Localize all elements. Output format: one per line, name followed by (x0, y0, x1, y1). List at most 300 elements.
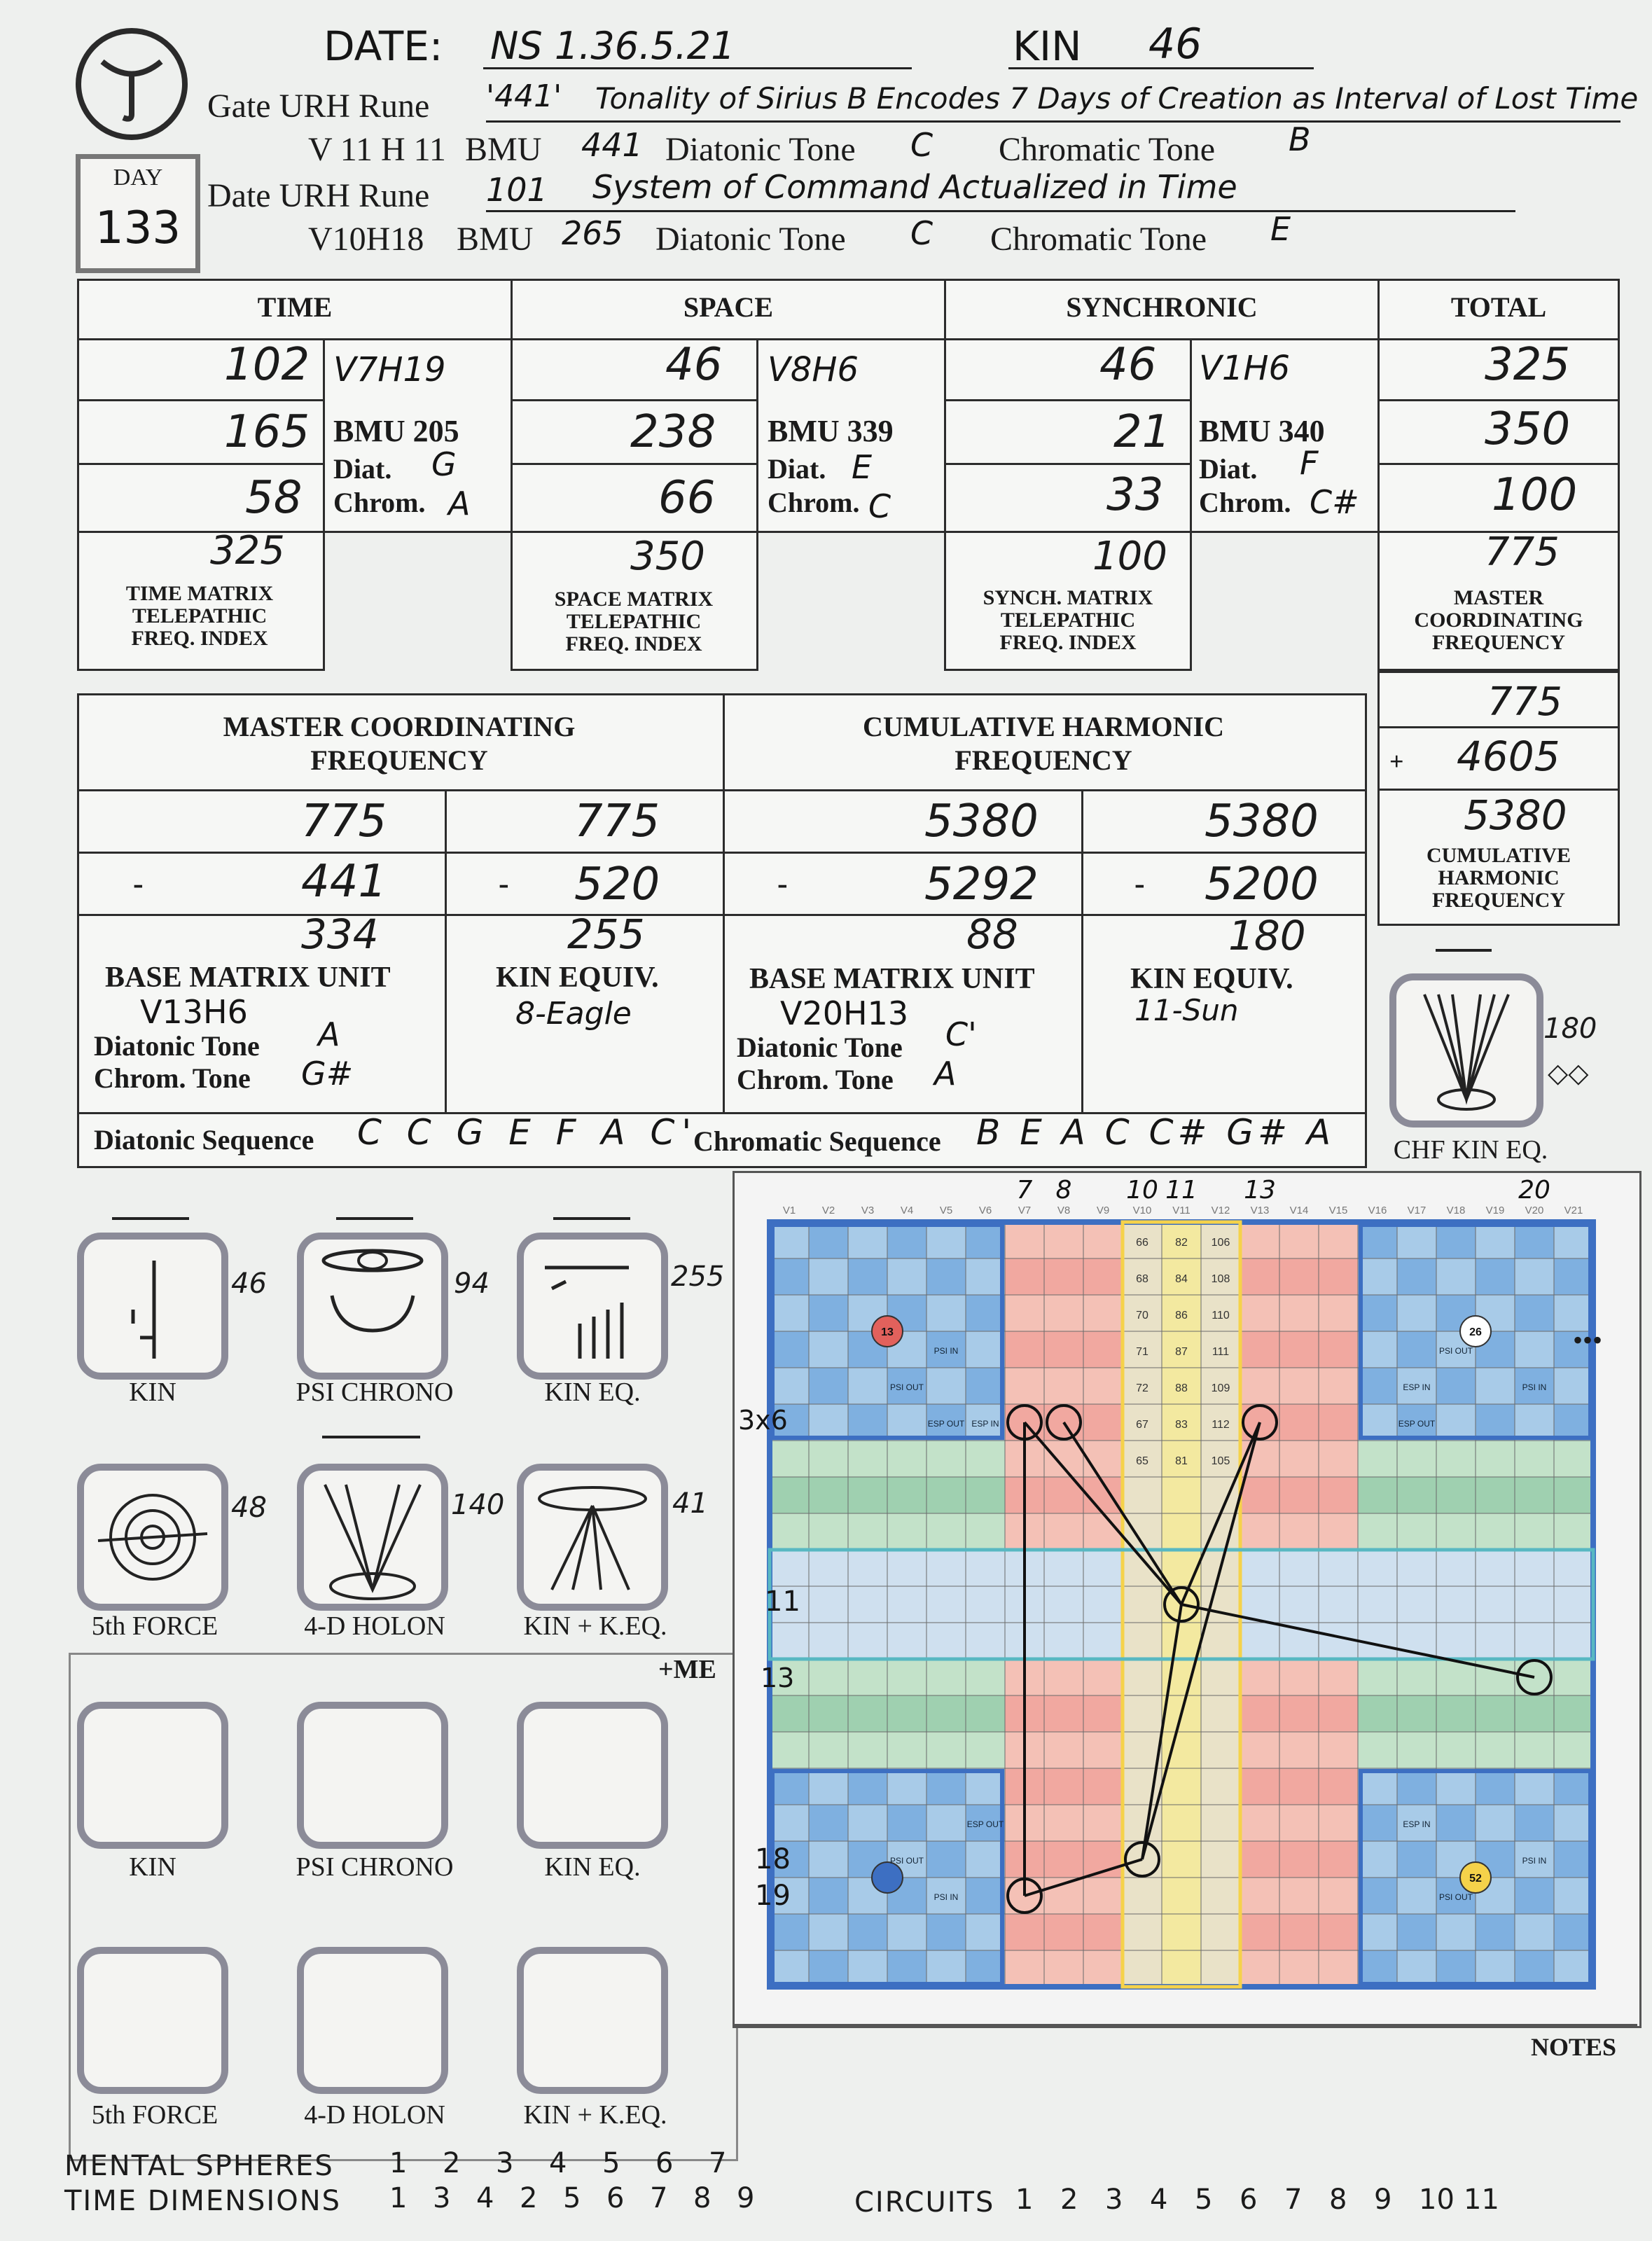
grid-cell (1319, 1331, 1358, 1368)
kkeq-empty-glyph (517, 1947, 668, 2094)
grid-col-label: V12 (1211, 1205, 1230, 1216)
holon-glyph (297, 1464, 448, 1611)
grid-cell (848, 1550, 887, 1586)
grid-psi-label: PSI OUT (1438, 1346, 1473, 1356)
grid-cell (1319, 1732, 1358, 1768)
grid-cell (887, 1914, 926, 1950)
grid-cell (1358, 1295, 1397, 1331)
space-bmu: BMU 339 (768, 414, 894, 448)
grid-cell (1240, 1878, 1279, 1914)
space-chrom-label: Chrom. (768, 487, 860, 518)
kin-value: 46 (1148, 20, 1202, 69)
grid-center-value: 70 (1136, 1310, 1148, 1321)
row-mark-11: 11 (765, 1586, 800, 1618)
grid-cell (1319, 1295, 1358, 1331)
time-vh: V7H19 (333, 350, 446, 389)
date-label: DATE: (324, 22, 443, 70)
mcf-minus-a: 441 (301, 856, 387, 908)
grid-cell (809, 1441, 848, 1477)
grid-cell (1044, 1513, 1083, 1550)
synch-diat-label: Diat. (1199, 453, 1258, 485)
grid-cell (1515, 1732, 1554, 1768)
grid-cell (926, 1295, 966, 1331)
grid-marked-col: 8 (1055, 1176, 1072, 1205)
chf-chrom: A (934, 1055, 957, 1092)
grid-cell (1044, 1368, 1083, 1404)
grid-cell (1240, 1513, 1279, 1550)
grid-cell (1358, 1768, 1397, 1805)
grid-cell (1319, 1513, 1358, 1550)
grid-cell (1515, 1295, 1554, 1331)
grid-cell (1554, 1258, 1593, 1295)
grid-cell (887, 1258, 926, 1295)
chf-result-b: 180 (1228, 912, 1306, 959)
synch-diat: F (1300, 444, 1319, 482)
grid-cell (1279, 1659, 1319, 1695)
chf-minus-b: 5200 (1205, 859, 1319, 910)
date-bmu: 265 (562, 214, 623, 252)
grid-cell (1319, 1878, 1358, 1914)
mcf-result-b: 255 (567, 910, 645, 958)
grid-cell (1279, 1404, 1319, 1441)
grid-cell (1397, 1659, 1436, 1695)
grid-cell (1083, 1732, 1123, 1768)
grid-cell (1436, 1732, 1476, 1768)
grid-center-value: 82 (1175, 1237, 1188, 1249)
force-empty-glyph (77, 1947, 228, 2094)
grid-cell (770, 1368, 809, 1404)
gate-rune-text: Tonality of Sirius B Encodes 7 Days of Creation as Interval of Lost Time (595, 81, 1639, 116)
grid-cell (1240, 1732, 1279, 1768)
grid-cell (1358, 1805, 1397, 1841)
grid-cell (1554, 1477, 1593, 1513)
grid-cell (926, 1768, 966, 1805)
grid-cell (1476, 1586, 1515, 1623)
grid-cell (966, 1258, 1005, 1295)
grid-cell (887, 1586, 926, 1623)
gate-chromatic-label: Chromatic Tone (999, 131, 1216, 168)
grid-cell (770, 1331, 809, 1368)
grid-cell (926, 1623, 966, 1659)
grid-col-label: V10 (1132, 1205, 1152, 1216)
grid-cell (1044, 1258, 1083, 1295)
grid-center-value: 66 (1136, 1237, 1148, 1249)
grid-node-label: 26 (1469, 1326, 1482, 1338)
kin-num: 46 (231, 1268, 267, 1300)
circuit-11: 11 (1464, 2184, 1499, 2216)
grid-cell (887, 1441, 926, 1477)
grid-cell (1397, 1878, 1436, 1914)
grid-cell (848, 1659, 887, 1695)
synch-v1: 46 (1099, 339, 1157, 391)
grid-cell (966, 1513, 1005, 1550)
total-v2: 350 (1485, 403, 1571, 455)
grid-psi-label: PSI IN (1522, 1382, 1547, 1392)
grid-cell (1515, 1550, 1554, 1586)
space-header: SPACE (683, 291, 774, 323)
grid-cell (1279, 1295, 1319, 1331)
grid-cell (809, 1914, 848, 1950)
grid-cell (926, 1258, 966, 1295)
grid-cell (1044, 1295, 1083, 1331)
grid-cell (1240, 1477, 1279, 1513)
kin-eq-num: 255 (671, 1261, 725, 1293)
grid-cell (848, 1623, 887, 1659)
total-header: TOTAL (1450, 291, 1547, 323)
grid-marked-col: 11 (1165, 1176, 1198, 1205)
time-dim-8: 8 (693, 2182, 712, 2214)
grid-cell (1319, 1659, 1358, 1695)
time-dim-5: 5 (563, 2182, 581, 2214)
gate-diatonic: C (910, 126, 933, 164)
grid-cell (1397, 1768, 1436, 1805)
grid-cell (887, 1623, 926, 1659)
grid-center-value: 87 (1175, 1346, 1188, 1358)
circuit-1: 1 (1015, 2184, 1034, 2216)
grid-cell (1005, 1914, 1044, 1950)
kin-kin-eq-glyph (517, 1464, 668, 1611)
psi-label: PSI CHRONO (296, 1378, 454, 1407)
grid-cell (1397, 1222, 1436, 1258)
kin-eq-label: KIN EQ. (544, 1378, 641, 1407)
grid-cell (1240, 1914, 1279, 1950)
grid-node-label: 13 (881, 1326, 894, 1338)
grid-cell (966, 1732, 1005, 1768)
kin-glyph (77, 1233, 228, 1380)
grid-cell (926, 1441, 966, 1477)
circuit-10: 10 (1419, 2184, 1455, 2216)
time-dim-4: 4 (476, 2182, 494, 2214)
grid-marked-col: 13 (1244, 1176, 1276, 1205)
grid-psi-label: PSI IN (933, 1346, 959, 1356)
grid-cell (1358, 1550, 1397, 1586)
grid-cell (848, 1768, 887, 1805)
circuit-4: 4 (1150, 2184, 1168, 2216)
grid-cell (1397, 1441, 1436, 1477)
date-vh: V10H18 (308, 221, 424, 258)
grid-cell (1554, 1914, 1593, 1950)
grid-cell (926, 1659, 966, 1695)
mcf-b: 775 (574, 796, 660, 847)
psi-empty-glyph (297, 1702, 448, 1849)
grid-cell (1240, 1695, 1279, 1732)
grid-cell (1083, 1222, 1123, 1258)
grid-cell (1397, 1914, 1436, 1950)
grid-cell (1201, 1878, 1240, 1914)
synch-bmu: BMU 340 (1199, 414, 1325, 448)
kin-eq-glyph (517, 1233, 668, 1380)
grid-col-label: V19 (1485, 1205, 1505, 1216)
grid-cell (1201, 1805, 1240, 1841)
gate-rune-label: Gate URH Rune (207, 88, 430, 125)
grid-center-value: 67 (1136, 1419, 1148, 1431)
grid-cell (848, 1404, 887, 1441)
kin-kin-eq-num: 41 (672, 1487, 708, 1520)
grid-cell (1554, 1441, 1593, 1477)
grid-cell (887, 1550, 926, 1586)
grid-cell (1476, 1768, 1515, 1805)
grid-cell (1044, 1695, 1083, 1732)
grid-cell (926, 1586, 966, 1623)
grid-cell (770, 1950, 809, 1987)
grid-cell (966, 1768, 1005, 1805)
grid-cell (1358, 1258, 1397, 1295)
grid-center-value: 109 (1211, 1382, 1230, 1394)
grid-cell (1397, 1841, 1436, 1878)
grid-cell (1123, 1477, 1162, 1513)
grid-col-label: V17 (1407, 1205, 1427, 1216)
time-dim-1: 1 (389, 2182, 408, 2214)
grid-cell (1397, 1258, 1436, 1295)
grid-marked-col: 7 (1016, 1176, 1033, 1205)
grid-cell (1083, 1914, 1123, 1950)
grid-cell (1240, 1623, 1279, 1659)
mcf-chrom-label: Chrom. Tone (94, 1062, 251, 1094)
space-diat: E (852, 448, 873, 486)
day-value: 133 (95, 202, 181, 254)
grid-cell (1436, 1695, 1476, 1732)
minus-sign-d: - (1134, 866, 1145, 901)
grid-psi-label: PSI IN (1522, 1856, 1547, 1866)
time-v2: 165 (224, 406, 310, 458)
grid-cell (1162, 1914, 1201, 1950)
grid-cell (848, 1805, 887, 1841)
grid-cell (1515, 1768, 1554, 1805)
kin-eq-empty-glyph (517, 1702, 668, 1849)
grid-cell (809, 1878, 848, 1914)
grid-cell (1279, 1550, 1319, 1586)
chf-diat-label: Diatonic Tone (737, 1032, 903, 1063)
grid-cell (1515, 1477, 1554, 1513)
holon-num: 140 (451, 1489, 505, 1521)
grid-cell (1083, 1513, 1123, 1550)
grid-cell (1397, 1477, 1436, 1513)
grid-cell (770, 1513, 809, 1550)
grid-cell (1554, 1368, 1593, 1404)
grid-col-label: V11 (1172, 1205, 1191, 1216)
kin-empty-glyph (77, 1702, 228, 1849)
grid-cell (1358, 1878, 1397, 1914)
grid-cell (887, 1222, 926, 1258)
circuit-8: 8 (1329, 2184, 1347, 2216)
grid-cell (1397, 1695, 1436, 1732)
grid-cell (1515, 1258, 1554, 1295)
grid-cell (1358, 1659, 1397, 1695)
grid-cell (848, 1368, 887, 1404)
grid-cell (848, 1477, 887, 1513)
fifth-force-num: 48 (231, 1492, 267, 1524)
grid-cell (770, 1222, 809, 1258)
grid-cell (1083, 1258, 1123, 1295)
grid-cell (1044, 1841, 1083, 1878)
gate-vh: V 11 H 11 (308, 131, 446, 168)
grid-cell (1162, 1841, 1201, 1878)
grid-cell (1319, 1550, 1358, 1586)
grid-cell (1476, 1914, 1515, 1950)
date-rune-label: Date URH Rune (207, 177, 430, 214)
circuit-9: 9 (1374, 2184, 1392, 2216)
grid-center-value: 106 (1211, 1237, 1230, 1249)
grid-cell (770, 1477, 809, 1513)
grid-center-value: 84 (1175, 1273, 1188, 1285)
grid-cell (848, 1695, 887, 1732)
grid-cell (966, 1623, 1005, 1659)
chf-result-a: 88 (966, 910, 1018, 958)
synch-sum: 100 (1092, 534, 1167, 579)
grid-cell (1083, 1805, 1123, 1841)
side-a: 775 (1487, 679, 1562, 725)
grid-cell (770, 1695, 809, 1732)
grid-cell (1044, 1550, 1083, 1586)
grid-cell (1279, 1441, 1319, 1477)
grid-cell (1476, 1368, 1515, 1404)
grid-cell (966, 1222, 1005, 1258)
time-header: TIME (257, 291, 333, 323)
chf-minus-a: 5292 (924, 859, 1039, 910)
circuit-7: 7 (1284, 2184, 1303, 2216)
grid-cell (1476, 1950, 1515, 1987)
grid-cell (1279, 1950, 1319, 1987)
psi-num: 94 (454, 1268, 490, 1300)
mcf-chrom: G# (301, 1055, 354, 1092)
grid-cell (1319, 1404, 1358, 1441)
grid-col-label: V1 (782, 1205, 796, 1216)
kin-label: KIN (1013, 22, 1082, 70)
grid-cell (848, 1586, 887, 1623)
grid-cell (1044, 1732, 1083, 1768)
grid-cell (1397, 1586, 1436, 1623)
time-sum: 325 (210, 528, 285, 574)
grid-col-label: V14 (1289, 1205, 1309, 1216)
grid-cell (809, 1258, 848, 1295)
synch-header: SYNCHRONIC (1066, 291, 1258, 323)
date-diatonic-label: Diatonic Tone (655, 221, 846, 258)
grid-cell (1240, 1659, 1279, 1695)
grid-cell (926, 1368, 966, 1404)
grid-cell (966, 1368, 1005, 1404)
grid-cell (887, 1805, 926, 1841)
grid-node-label: 52 (1469, 1873, 1482, 1885)
grid-cell (848, 1914, 887, 1950)
chf-diat: C' (945, 1015, 977, 1053)
grid-cell (1358, 1732, 1397, 1768)
grid-center-value: 111 (1212, 1346, 1230, 1358)
grid-cell (1240, 1950, 1279, 1987)
grid-cell (1319, 1258, 1358, 1295)
grid-cell (1319, 1441, 1358, 1477)
date-bmu-label: BMU (457, 221, 534, 258)
me-label: +ME (658, 1655, 716, 1684)
grid-cell (809, 1550, 848, 1586)
chf-kin-equiv: 11-Sun (1134, 993, 1239, 1027)
grid-cell (1515, 1441, 1554, 1477)
mcf-bmu-label: BASE MATRIX UNIT (105, 962, 391, 994)
chf-b: 5380 (1205, 796, 1319, 847)
grid-cell (1476, 1222, 1515, 1258)
grid-cell (966, 1695, 1005, 1732)
space-index-label: SPACE MATRIX TELEPATHIC FREQ. INDEX (554, 588, 714, 655)
grid-psi-label: PSI OUT (1438, 1892, 1473, 1902)
grid-col-label: V4 (900, 1205, 914, 1216)
grid-cell (809, 1841, 848, 1878)
grid-cell (1515, 1805, 1554, 1841)
grid-cell (809, 1513, 848, 1550)
grid-cell (1319, 1805, 1358, 1841)
grid-cell (1162, 1623, 1201, 1659)
grid-cell (1005, 1368, 1044, 1404)
mcf-bmu-vh: V13H6 (140, 993, 248, 1031)
time-chrom-label: Chrom. (333, 487, 426, 518)
grid-cell (1358, 1404, 1397, 1441)
grid-cell (1162, 1768, 1201, 1805)
space-chrom: C (868, 487, 891, 525)
grid-cell (1279, 1222, 1319, 1258)
grid-cell (848, 1513, 887, 1550)
grid-cell (1201, 1623, 1240, 1659)
grid-cell (809, 1950, 848, 1987)
circuit-3: 3 (1105, 2184, 1123, 2216)
grid-cell (1044, 1659, 1083, 1695)
grid-cell (1162, 1950, 1201, 1987)
grid-cell (1554, 1513, 1593, 1550)
grid-cell (1083, 1441, 1123, 1477)
time-v3: 58 (245, 472, 303, 524)
gate-rune-value: '441' (486, 78, 562, 114)
mental-sphere-5: 5 (602, 2147, 620, 2179)
grid-cell (1279, 1513, 1319, 1550)
grid-cell (1319, 1222, 1358, 1258)
grid-cell (1044, 1950, 1083, 1987)
grid-cell (966, 1477, 1005, 1513)
grid-cell (966, 1914, 1005, 1950)
grid-cell (1279, 1768, 1319, 1805)
grid-cell (1436, 1914, 1476, 1950)
grid-cell (926, 1550, 966, 1586)
grid-cell (1397, 1331, 1436, 1368)
grid-cell (1083, 1550, 1123, 1586)
grid-cell (1123, 1586, 1162, 1623)
grid-cell (1397, 1732, 1436, 1768)
day-label: DAY (113, 165, 163, 190)
grid-cell (1279, 1331, 1319, 1368)
grid-cell (1436, 1404, 1476, 1441)
grid-cell (1044, 1222, 1083, 1258)
grid-cell (1083, 1695, 1123, 1732)
grid-cell (926, 1222, 966, 1258)
chromatic-seq: B E A C C# G# A (976, 1112, 1335, 1153)
grid-cell (1319, 1477, 1358, 1513)
mcf-title: MASTER COORDINATING FREQUENCY (223, 711, 576, 776)
grid-cell (1358, 1841, 1397, 1878)
grid-cell (1554, 1841, 1593, 1878)
date-value: NS 1.36.5.21 (490, 24, 735, 68)
grid-cell (1162, 1477, 1201, 1513)
fifth-force-label: 5th FORCE (91, 1611, 218, 1641)
space-vh: V8H6 (768, 350, 859, 389)
grid-cell (1554, 1695, 1593, 1732)
grid-marked-col: 10 (1126, 1176, 1158, 1205)
grid-cell (1476, 1477, 1515, 1513)
grid-cell (1162, 1878, 1201, 1914)
grid-cell (1240, 1258, 1279, 1295)
grid-cell (1319, 1950, 1358, 1987)
grid-cell (1436, 1441, 1476, 1477)
time-dimensions-label: TIME DIMENSIONS (64, 2185, 342, 2217)
grid-cell (1515, 1878, 1554, 1914)
gate-diatonic-label: Diatonic Tone (665, 131, 856, 168)
grid-cell (966, 1950, 1005, 1987)
grid-cell (1358, 1513, 1397, 1550)
